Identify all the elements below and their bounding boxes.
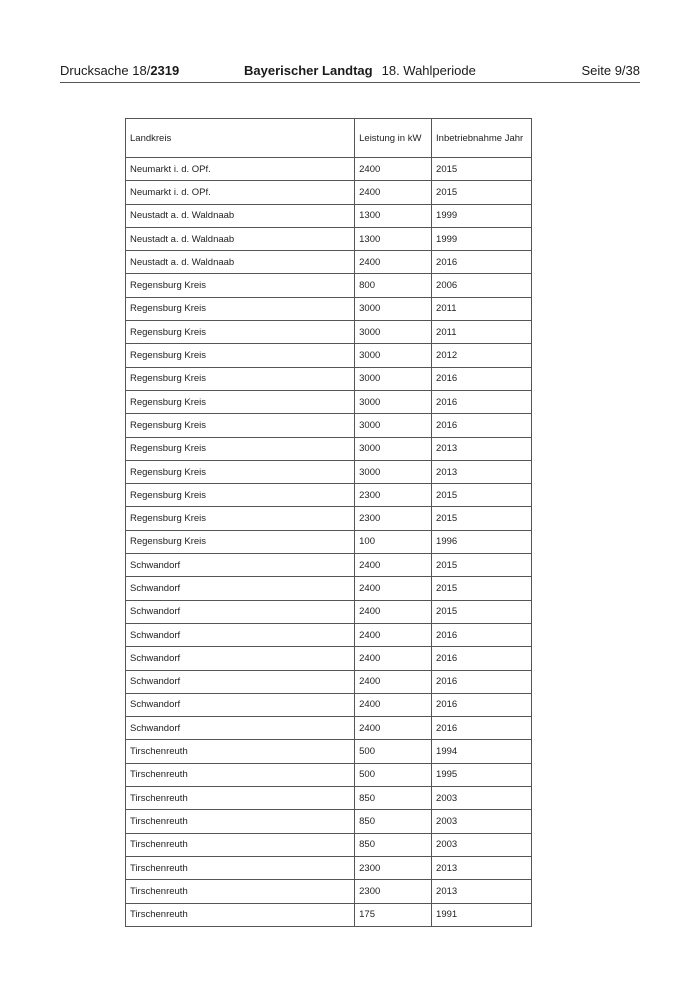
cell-landkreis: Regensburg Kreis [126, 460, 355, 483]
cell-leistung: 3000 [355, 437, 432, 460]
cell-jahr: 2013 [432, 460, 532, 483]
cell-leistung: 2400 [355, 251, 432, 274]
cell-jahr: 2015 [432, 577, 532, 600]
table-row [126, 227, 532, 250]
table-row [126, 181, 532, 204]
cell-jahr: 2012 [432, 344, 532, 367]
cell-landkreis: Schwandorf [126, 623, 355, 646]
cell-landkreis: Regensburg Kreis [126, 297, 355, 320]
cell-landkreis: Tirschenreuth [126, 740, 355, 763]
cell-jahr: 2003 [432, 787, 532, 810]
table-row [126, 484, 532, 507]
cell-jahr: 2015 [432, 554, 532, 577]
cell-landkreis: Regensburg Kreis [126, 507, 355, 530]
cell-jahr: 2013 [432, 880, 532, 903]
cell-landkreis: Schwandorf [126, 577, 355, 600]
cell-landkreis: Regensburg Kreis [126, 414, 355, 437]
cell-jahr: 2016 [432, 693, 532, 716]
cell-leistung: 850 [355, 787, 432, 810]
cell-landkreis: Neumarkt i. d. OPf. [126, 158, 355, 181]
cell-landkreis: Schwandorf [126, 647, 355, 670]
cell-jahr: 2016 [432, 390, 532, 413]
cell-landkreis: Schwandorf [126, 693, 355, 716]
table-body [126, 158, 532, 927]
cell-leistung: 100 [355, 530, 432, 553]
cell-jahr: 2003 [432, 810, 532, 833]
cell-leistung: 850 [355, 833, 432, 856]
table-row [126, 274, 532, 297]
cell-leistung: 2300 [355, 507, 432, 530]
table-row [126, 530, 532, 553]
page-header [60, 63, 640, 83]
cell-leistung: 1300 [355, 204, 432, 227]
cell-jahr: 2015 [432, 158, 532, 181]
cell-landkreis: Tirschenreuth [126, 856, 355, 879]
document-number [60, 63, 179, 79]
table-row [126, 810, 532, 833]
table-row [126, 670, 532, 693]
cell-landkreis: Schwandorf [126, 600, 355, 623]
cell-landkreis: Neustadt a. d. Waldnaab [126, 227, 355, 250]
cell-landkreis: Tirschenreuth [126, 763, 355, 786]
cell-leistung: 2400 [355, 647, 432, 670]
table-row [126, 390, 532, 413]
column-header-jahr: Inbetriebnahme Jahr [432, 119, 532, 158]
table-row [126, 158, 532, 181]
table-row [126, 297, 532, 320]
table-header-row [126, 119, 532, 158]
header-divider [60, 82, 640, 83]
page-number: Seite 9/38 [581, 63, 640, 78]
cell-landkreis: Neumarkt i. d. OPf. [126, 181, 355, 204]
cell-landkreis: Tirschenreuth [126, 787, 355, 810]
cell-leistung: 2400 [355, 577, 432, 600]
cell-jahr: 2015 [432, 600, 532, 623]
table-row [126, 647, 532, 670]
cell-jahr: 2015 [432, 484, 532, 507]
cell-jahr: 2011 [432, 321, 532, 344]
table-row [126, 367, 532, 390]
column-header-landkreis: Landkreis [126, 119, 355, 158]
cell-landkreis: Schwandorf [126, 554, 355, 577]
cell-leistung: 2400 [355, 717, 432, 740]
table-row [126, 740, 532, 763]
table-row [126, 623, 532, 646]
cell-leistung: 2400 [355, 623, 432, 646]
cell-landkreis: Tirschenreuth [126, 903, 355, 926]
cell-leistung: 500 [355, 763, 432, 786]
table-row [126, 414, 532, 437]
cell-jahr: 2015 [432, 507, 532, 530]
table-row [126, 856, 532, 879]
cell-leistung: 2400 [355, 670, 432, 693]
cell-leistung: 1300 [355, 227, 432, 250]
table-row [126, 437, 532, 460]
cell-jahr: 2016 [432, 647, 532, 670]
cell-leistung: 800 [355, 274, 432, 297]
cell-landkreis: Neustadt a. d. Waldnaab [126, 204, 355, 227]
cell-landkreis: Regensburg Kreis [126, 530, 355, 553]
cell-jahr: 1999 [432, 227, 532, 250]
cell-leistung: 3000 [355, 297, 432, 320]
cell-leistung: 2400 [355, 158, 432, 181]
table-row [126, 554, 532, 577]
cell-landkreis: Tirschenreuth [126, 810, 355, 833]
document-number-prefix: Drucksache 18/ [60, 63, 151, 78]
cell-landkreis: Regensburg Kreis [126, 484, 355, 507]
cell-landkreis: Regensburg Kreis [126, 344, 355, 367]
cell-landkreis: Neustadt a. d. Waldnaab [126, 251, 355, 274]
table-row [126, 787, 532, 810]
cell-jahr: 1996 [432, 530, 532, 553]
cell-leistung: 2400 [355, 693, 432, 716]
cell-leistung: 2300 [355, 484, 432, 507]
cell-landkreis: Schwandorf [126, 717, 355, 740]
cell-jahr: 2016 [432, 670, 532, 693]
cell-jahr: 2016 [432, 717, 532, 740]
table-row [126, 460, 532, 483]
legislative-period: 18. Wahlperiode [381, 63, 476, 78]
cell-jahr: 2015 [432, 181, 532, 204]
table-row [126, 344, 532, 367]
cell-jahr: 1995 [432, 763, 532, 786]
cell-leistung: 3000 [355, 367, 432, 390]
table-row [126, 507, 532, 530]
cell-jahr: 2006 [432, 274, 532, 297]
cell-landkreis: Regensburg Kreis [126, 437, 355, 460]
cell-jahr: 2011 [432, 297, 532, 320]
table-row [126, 903, 532, 926]
cell-jahr: 2016 [432, 623, 532, 646]
cell-leistung: 2300 [355, 856, 432, 879]
cell-jahr: 2013 [432, 437, 532, 460]
cell-landkreis: Schwandorf [126, 670, 355, 693]
cell-jahr: 2013 [432, 856, 532, 879]
parliament-name: Bayerischer Landtag [244, 63, 373, 78]
cell-leistung: 3000 [355, 344, 432, 367]
table-row [126, 880, 532, 903]
cell-landkreis: Regensburg Kreis [126, 274, 355, 297]
cell-landkreis: Tirschenreuth [126, 833, 355, 856]
cell-jahr: 2003 [432, 833, 532, 856]
cell-leistung: 500 [355, 740, 432, 763]
table-row [126, 251, 532, 274]
cell-leistung: 2400 [355, 554, 432, 577]
cell-leistung: 2400 [355, 600, 432, 623]
cell-jahr: 2016 [432, 367, 532, 390]
table-row [126, 321, 532, 344]
table-row [126, 204, 532, 227]
column-header-leistung: Leistung in kW [355, 119, 432, 158]
table-row [126, 763, 532, 786]
table-row [126, 833, 532, 856]
cell-jahr: 2016 [432, 414, 532, 437]
cell-landkreis: Regensburg Kreis [126, 390, 355, 413]
cell-leistung: 2400 [355, 181, 432, 204]
cell-landkreis: Regensburg Kreis [126, 367, 355, 390]
cell-landkreis: Regensburg Kreis [126, 321, 355, 344]
cell-jahr: 1999 [432, 204, 532, 227]
wind-turbine-table [125, 118, 532, 927]
cell-landkreis: Tirschenreuth [126, 880, 355, 903]
cell-jahr: 1994 [432, 740, 532, 763]
table-row [126, 577, 532, 600]
cell-leistung: 3000 [355, 460, 432, 483]
cell-leistung: 175 [355, 903, 432, 926]
document-number-value: 2319 [150, 63, 180, 78]
cell-leistung: 3000 [355, 390, 432, 413]
table-row [126, 717, 532, 740]
cell-leistung: 850 [355, 810, 432, 833]
cell-jahr: 1991 [432, 903, 532, 926]
cell-leistung: 2300 [355, 880, 432, 903]
cell-leistung: 3000 [355, 321, 432, 344]
table-row [126, 693, 532, 716]
header-title [244, 63, 476, 79]
cell-jahr: 2016 [432, 251, 532, 274]
table-row [126, 600, 532, 623]
cell-leistung: 3000 [355, 414, 432, 437]
